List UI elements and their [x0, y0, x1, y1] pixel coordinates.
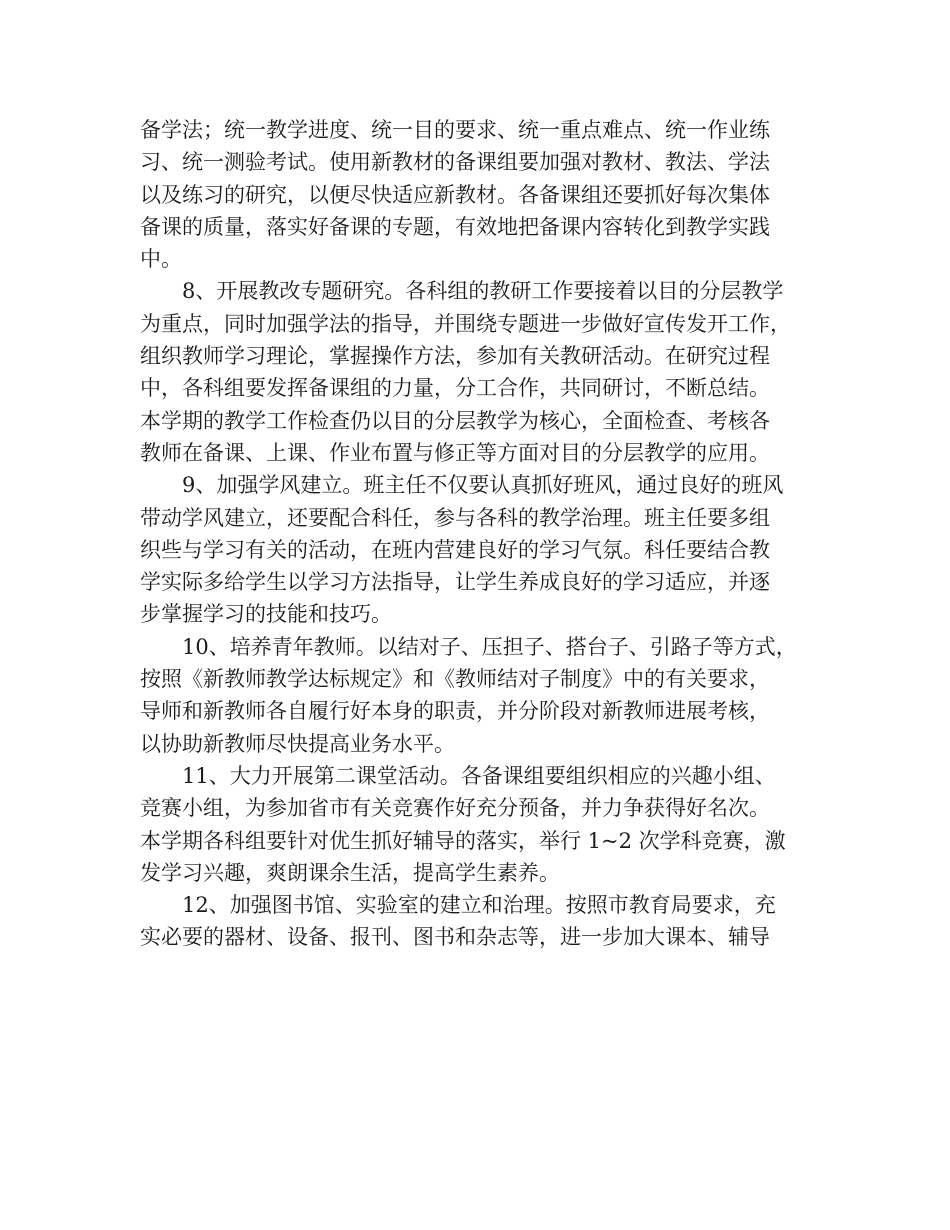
- text-line: 中。: [140, 247, 182, 272]
- paragraph-item-11: [140, 760, 820, 889]
- text-line: 实必要的器材、设备、报刊、图书和杂志等，进一步加大课本、辅导: [140, 925, 770, 950]
- text-line: 习、统一测验考试。使用新教材的备课组要加强对教材、教法、学法: [140, 150, 770, 175]
- text-line: 中，各科组要发挥备课组的力量，分工合作，共同研讨，不断总结。: [140, 376, 770, 401]
- text-line: 8、开展教改专题研究。各科组的教研工作要接着以目的分层教学: [182, 279, 784, 304]
- text-line: 本学期的教学工作检查仍以目的分层教学为核心，全面检查、考核各: [140, 408, 770, 433]
- text-line: 导师和新教师各自履行好本身的职责，并分阶段对新教师进展考核，: [140, 699, 770, 724]
- text-line: 带动学风建立，还要配合科任，参与各科的教学治理。班主任要多组: [140, 505, 770, 530]
- text-line: 发学习兴趣，爽朗课余生活，提高学生素养。: [140, 860, 560, 885]
- paragraph-item-10: [140, 631, 820, 760]
- text-line: 备学法；统一教学进度、统一目的要求、统一重点难点、统一作业练: [140, 118, 770, 142]
- paragraph-item-9: [140, 469, 820, 630]
- text-line: 以协助新教师尽快提高业务水平。: [140, 731, 455, 756]
- text-line: 按照《新教师教学达标规定》和《教师结对子制度》中的有关要求，: [140, 667, 770, 692]
- text-line: 9、加强学风建立。班主任不仅要认真抓好班风，通过良好的班风: [182, 473, 784, 498]
- text-line: 12、加强图书馆、实验室的建立和治理。按照市教育局要求，充: [182, 893, 776, 918]
- text-line: 竞赛小组，为参加省市有关竞赛作好充分预备，并力争获得好名次。: [140, 796, 770, 821]
- text-line: 教师在备课、上课、作业布置与修正等方面对目的分层教学的应用。: [140, 440, 770, 465]
- document-page: [140, 114, 820, 954]
- paragraph-item-8: [140, 275, 820, 469]
- paragraph-item-12: [140, 889, 820, 954]
- text-line: 10、培养青年教师。以结对子、压担子、搭台子、引路子等方式，: [182, 634, 797, 659]
- text-line: 以及练习的研究，以便尽快适应新教材。各备课组还要抓好每次集体: [140, 182, 770, 207]
- paragraph-1: [140, 114, 820, 275]
- text-line: 11、大力开展第二课堂活动。各备课组要组织相应的兴趣小组、: [182, 763, 776, 788]
- text-line: 为重点，同时加强学法的指导，并围绕专题进一步做好宣传发开工作，: [140, 311, 791, 336]
- text-line: 组织教师学习理论，掌握操作方法，参加有关教研活动。在研究过程: [140, 344, 770, 369]
- text-line: 学实际多给学生以学习方法指导，让学生养成良好的学习适应，并逐: [140, 570, 770, 595]
- text-line: 织些与学习有关的活动，在班内营建良好的学习气氛。科任要结合教: [140, 537, 770, 562]
- text-line: 步掌握学习的技能和技巧。: [140, 602, 392, 627]
- text-line: 本学期各科组要针对优生抓好辅导的落实，举行 1~2 次学科竞赛，激: [140, 828, 786, 853]
- text-line: 备课的质量，落实好备课的专题，有效地把备课内容转化到教学实践: [140, 214, 770, 239]
